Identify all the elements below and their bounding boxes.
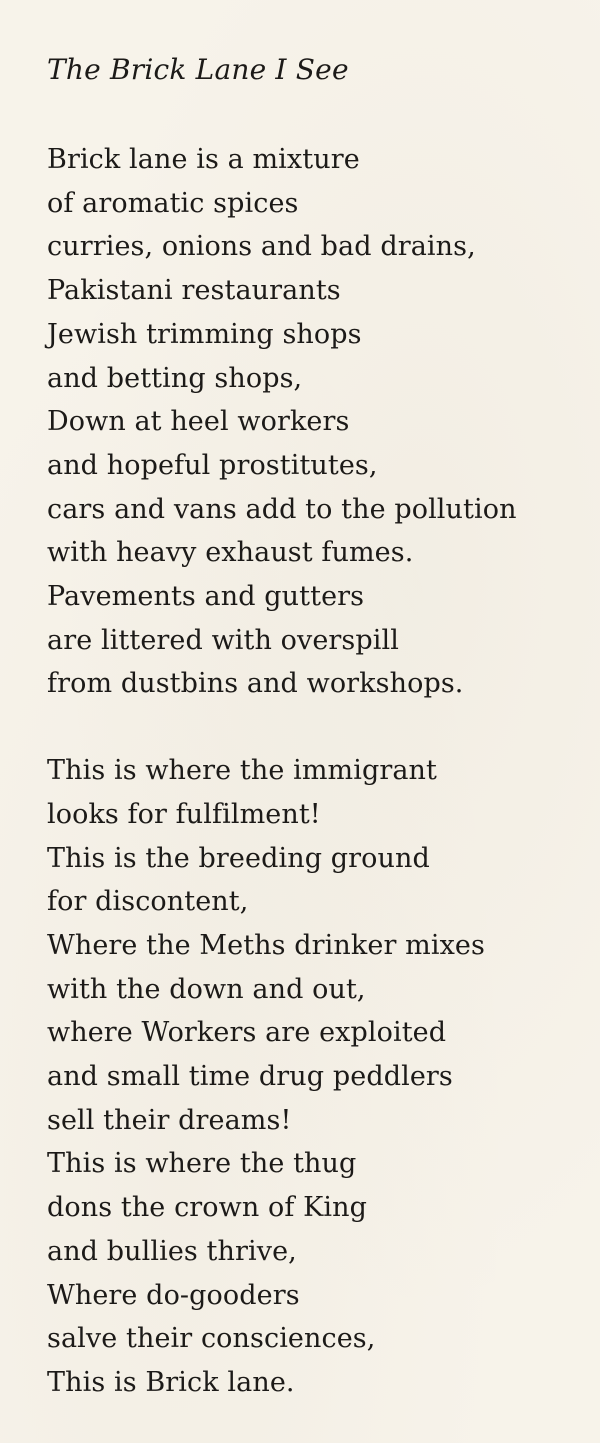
poem-line: looks for fulfilment! bbox=[47, 798, 321, 830]
poem-line: cars and vans add to the pollution bbox=[47, 493, 517, 525]
poem-line: are littered with overspill bbox=[47, 624, 399, 656]
poem-line: sell their dreams! bbox=[47, 1104, 292, 1136]
poem-line: and betting shops, bbox=[47, 362, 303, 394]
poem-line: and small time drug peddlers bbox=[47, 1061, 453, 1093]
poem-title: The Brick Lane I See bbox=[47, 53, 349, 86]
poem-line: salve their consciences, bbox=[47, 1323, 376, 1355]
poem-line: This is Brick lane. bbox=[47, 1366, 295, 1398]
poem-line: Pakistani restaurants bbox=[47, 275, 341, 307]
poem-line: and bullies thrive, bbox=[47, 1235, 297, 1267]
poem-line: with heavy exhaust fumes. bbox=[47, 537, 414, 569]
poem-line: dons the crown of King bbox=[47, 1192, 368, 1224]
poem-line: Where do-gooders bbox=[47, 1279, 300, 1311]
poem-line: with the down and out, bbox=[47, 973, 366, 1005]
stanza-1 bbox=[47, 138, 592, 706]
poem-line: Down at heel workers bbox=[47, 406, 350, 438]
poem-line: This is where the immigrant bbox=[47, 755, 437, 787]
poem-line: This is the breeding ground bbox=[47, 842, 430, 874]
poem bbox=[47, 50, 592, 1405]
stanza-2 bbox=[47, 749, 592, 1405]
poem-line: where Workers are exploited bbox=[47, 1017, 447, 1049]
poem-line: from dustbins and workshops. bbox=[47, 668, 464, 700]
poem-line: curries, onions and bad drains, bbox=[47, 231, 476, 263]
poem-line: of aromatic spices bbox=[47, 187, 299, 219]
poem-line: for discontent, bbox=[47, 886, 249, 918]
poem-line: Brick lane is a mixture bbox=[47, 144, 360, 175]
poem-line: Jewish trimming shops bbox=[47, 318, 362, 350]
poem-line: Where the Meths drinker mixes bbox=[47, 929, 485, 961]
poem-line: and hopeful prostitutes, bbox=[47, 449, 378, 481]
poem-line: This is where the thug bbox=[47, 1148, 357, 1180]
poem-line: Pavements and gutters bbox=[47, 581, 365, 613]
